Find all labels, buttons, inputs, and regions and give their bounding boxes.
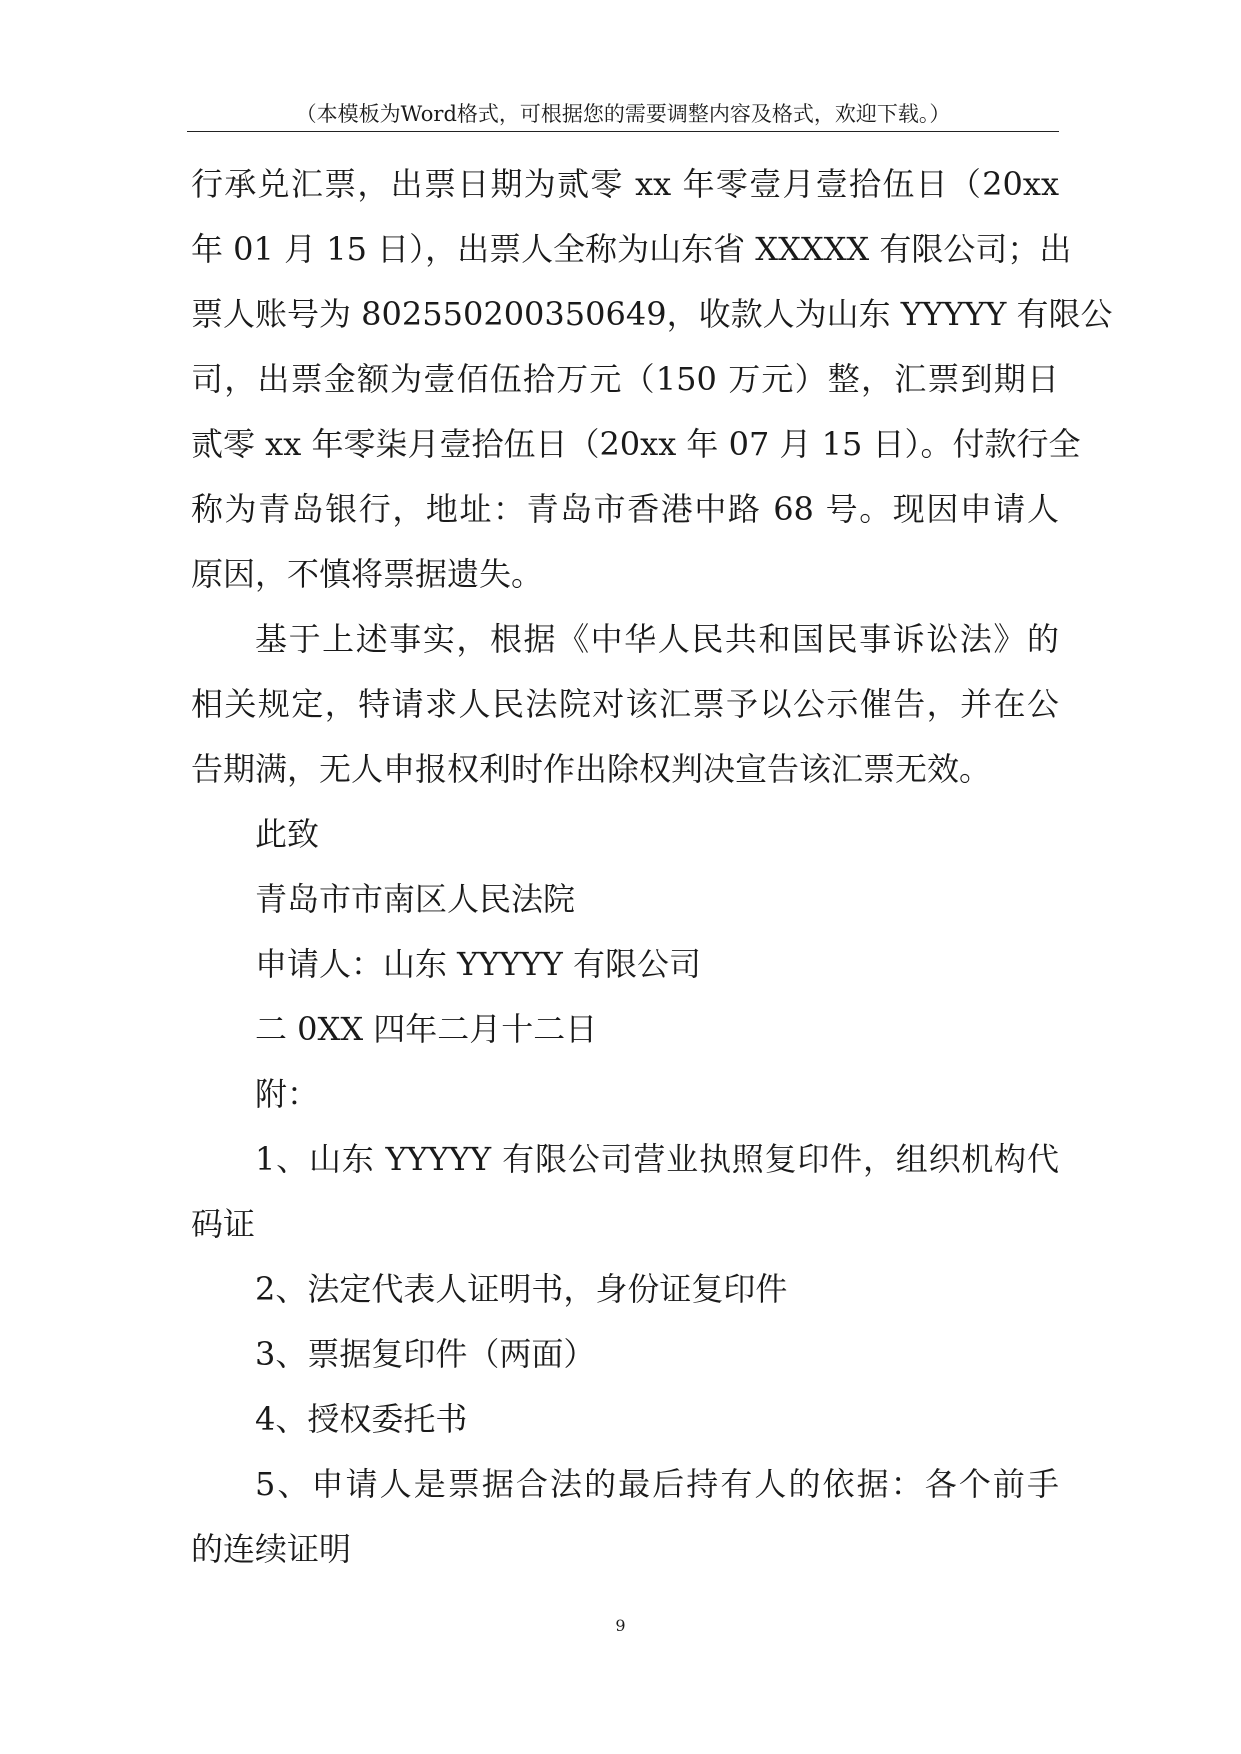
text-line: 相关规定，特请求人民法院对该汇票予以公示催告，并在公 (191, 685, 1059, 723)
text-line: 1、山东 YYYYY 有限公司营业执照复印件，组织机构代 (255, 1140, 1059, 1178)
paragraph-request (191, 607, 1059, 802)
attachment-item-4: 4、授权委托书 (255, 1400, 468, 1438)
attachment-item-3: 3、票据复印件（两面） (255, 1335, 596, 1373)
header-divider (187, 131, 1059, 132)
document-date: 二 0XX 四年二月十二日 (255, 1010, 598, 1048)
text-line: 票人账号为 802550200350649，收款人为山东 YYYYY 有限公 (191, 295, 1113, 333)
text-line: 5、申请人是票据合法的最后持有人的依据：各个前手 (255, 1465, 1059, 1503)
text-line: 的连续证明 (191, 1530, 352, 1568)
attachments-label: 附： (255, 1075, 320, 1113)
text-line: 码证 (191, 1205, 256, 1243)
text-line: 贰零 xx 年零柒月壹拾伍日（20xx 年 07 月 15 日）。付款行全 (191, 425, 1081, 463)
text-line: 司，出票金额为壹佰伍拾万元（150 万元）整，汇票到期日 (191, 360, 1059, 398)
court-name: 青岛市市南区人民法院 (255, 880, 576, 918)
document-body (191, 152, 1113, 1582)
text-line: 告期满，无人申报权利时作出除权判决宣告该汇票无效。 (191, 750, 992, 788)
text-line: 行承兑汇票，出票日期为贰零 xx 年零壹月壹拾伍日（20xx (191, 165, 1059, 203)
page-number: 9 (615, 1616, 626, 1635)
paragraph-bill-details (191, 152, 1113, 607)
text-line: 基于上述事实，根据《中华人民共和国民事诉讼法》的 (255, 620, 1059, 658)
salutation: 此致 (255, 815, 320, 853)
text-line: 年 01 月 15 日），出票人全称为山东省 XXXXX 有限公司；出 (191, 230, 1072, 268)
attachment-item-1 (191, 1127, 1059, 1257)
attachment-item-2: 2、法定代表人证明书，身份证复印件 (255, 1270, 788, 1308)
text-line: 称为青岛银行，地址：青岛市香港中路 68 号。现因申请人 (191, 490, 1059, 528)
text-line: 原因，不慎将票据遗失。 (191, 555, 544, 593)
page-header-note: （本模板为Word格式，可根据您的需要调整内容及格式，欢迎下载。） (295, 102, 951, 126)
applicant-signature: 申请人：山东 YYYYY 有限公司 (255, 945, 701, 983)
attachment-item-5 (191, 1452, 1059, 1582)
